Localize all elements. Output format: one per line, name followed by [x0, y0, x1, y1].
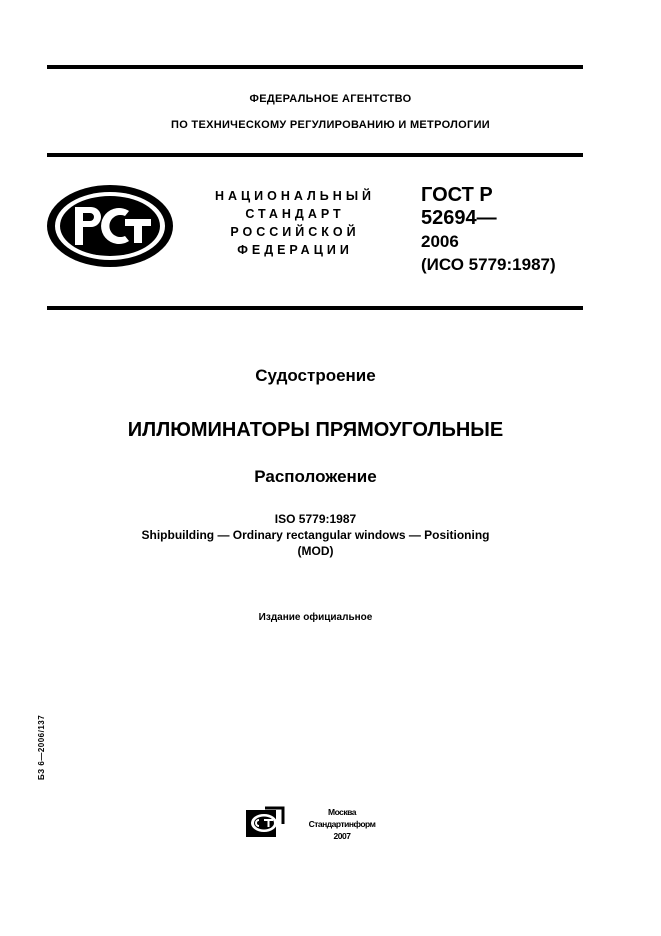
- agency-line-2: ПО ТЕХНИЧЕСКОМУ РЕГУЛИРОВАНИЮ И МЕТРОЛОГИИ: [171, 119, 490, 131]
- standard-type: [200, 187, 390, 259]
- gost-designation: [421, 184, 556, 276]
- gost-r-logo: [45, 183, 175, 274]
- gost-label: ГОСТ Р: [421, 184, 493, 206]
- iso-number: ISO 5779:1987: [274, 512, 357, 526]
- english-title: Shipbuilding — Ordinary rectangular windows — Positioning: [141, 528, 490, 542]
- spine-code: БЗ 6—2006/137: [37, 714, 46, 780]
- document-category: Судостроение: [255, 366, 376, 385]
- standard-type-line-3: РОССИЙСКОЙ: [230, 225, 360, 239]
- publisher-year: 2007: [333, 831, 351, 841]
- iso-reference: (ИСО 5779:1987): [421, 255, 556, 274]
- agency-line-1: ФЕДЕРАЛЬНОЕ АГЕНТСТВО: [249, 93, 412, 105]
- publisher-city: Москва: [328, 807, 356, 817]
- gost-year: 2006: [421, 232, 459, 251]
- gost-number: 52694—: [421, 207, 497, 229]
- standard-type-line-4: ФЕДЕРАЦИИ: [237, 243, 353, 257]
- standard-type-line-2: СТАНДАРТ: [245, 207, 345, 221]
- document-title: ИЛЛЮМИНАТОРЫ ПРЯМОУГОЛЬНЫЕ: [127, 419, 504, 441]
- edition-label: Издание официальное: [258, 612, 373, 623]
- top-rule: [47, 65, 583, 69]
- publisher-name: Стандартинформ: [308, 819, 376, 829]
- standard-type-line-1: НАЦИОНАЛЬНЫЙ: [214, 189, 376, 203]
- publisher-info: [292, 806, 392, 842]
- document-subtitle: Расположение: [254, 467, 377, 486]
- standard-rule: [47, 306, 583, 310]
- header-rule: [47, 153, 583, 157]
- modification-note: (MOD): [297, 544, 334, 558]
- standartinform-logo: [245, 806, 285, 843]
